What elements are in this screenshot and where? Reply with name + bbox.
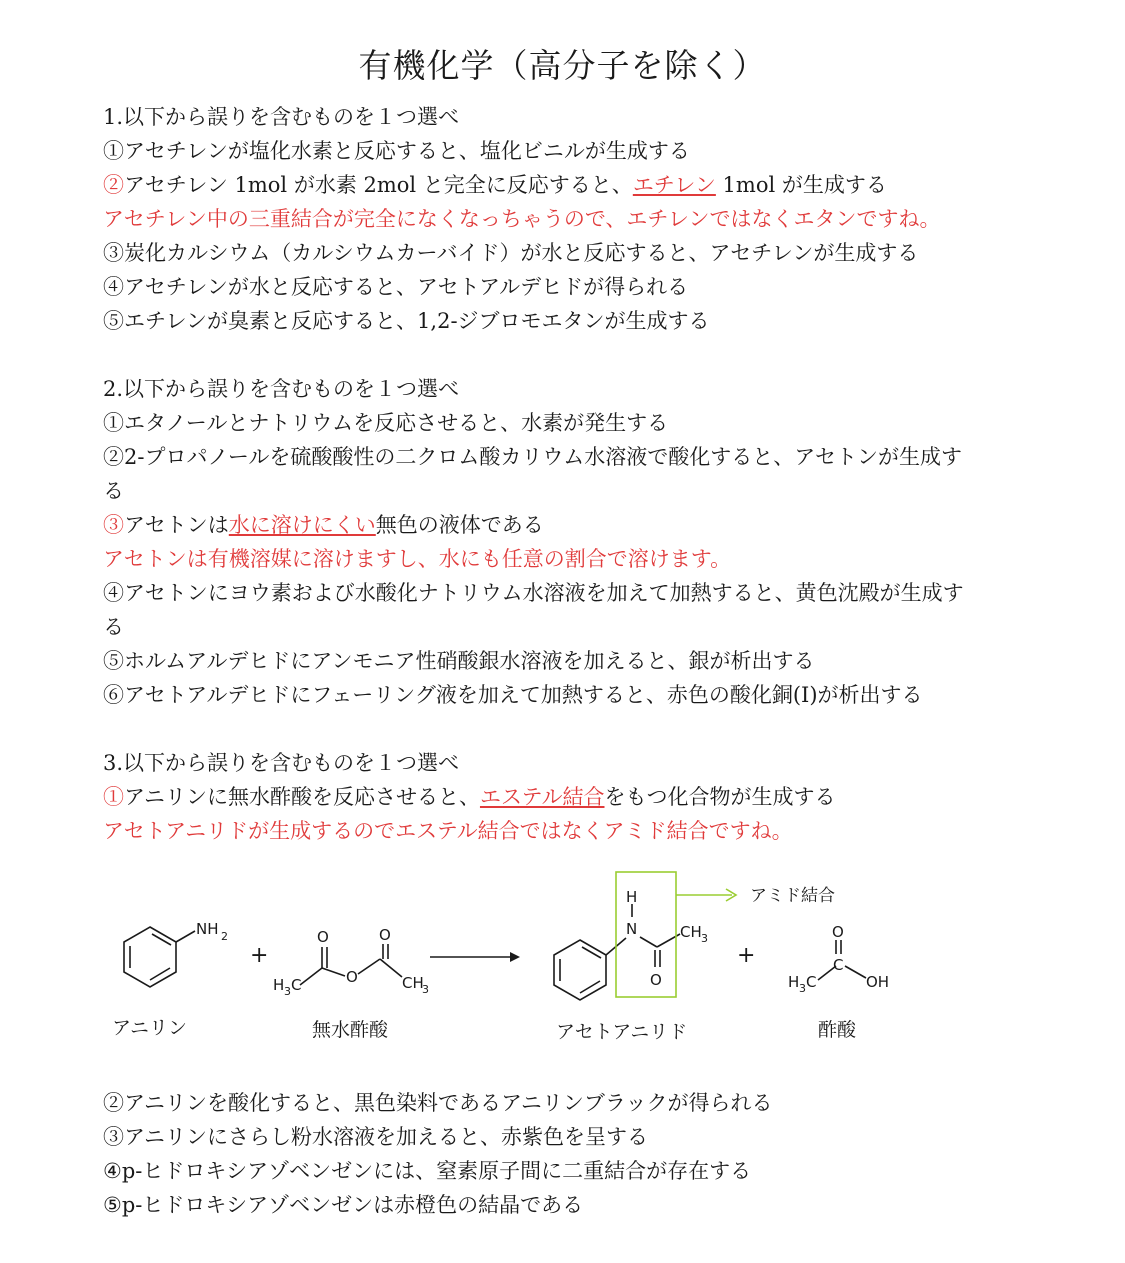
q3-option-1-mark: ① [103, 785, 124, 809]
anhydride-ch3-sub: 3 [422, 983, 429, 996]
aniline-label: アニリン [112, 1017, 188, 1039]
acetic-acid-h3c-sub: 3 [799, 982, 806, 995]
q3-option-1-text-a: アニリンに無水酢酸を反応させると、 [124, 785, 480, 809]
q2-option-3-text-a: アセトンは [124, 513, 229, 537]
page-title: 有機化学（高分子を除く） [358, 46, 767, 85]
anhydride-h3c-sub: 3 [284, 985, 291, 998]
q2-option-4-continued: る [103, 615, 124, 639]
q1-explanation: アセチレン中の三重結合が完全になくなっちゃうので、エチレンではなくエタンですね。 [103, 207, 941, 231]
q2-option-6: ⑥アセトアルデヒドにフェーリング液を加えて加熱すると、赤色の酸化銅(Ⅰ)が析出する [103, 683, 923, 707]
anhydride-h3c-c: C [291, 976, 302, 994]
plus-sign-2: + [737, 943, 756, 968]
q1-option-2 [103, 168, 1063, 202]
anhydride-ch3: CH [402, 974, 424, 992]
plus-sign-1: + [250, 943, 269, 968]
q3-option-4: ④p-ヒドロキシアゾベンゼンには、窒素原子間に二重結合が存在する [103, 1159, 752, 1183]
anhydride-bridge-o: O [346, 968, 358, 986]
q1-option-2-underlined: エチレン [632, 173, 716, 197]
q3-option-1-underlined: エステル結合 [479, 785, 605, 809]
q1-option-4: ④アセチレンが水と反応すると、アセトアルデヒドが得られる [103, 275, 689, 299]
anhydride-o1: O [317, 928, 329, 946]
q2-option-3-text-b: 無色の液体である [375, 513, 544, 537]
acetanilide-ch3: CH [680, 923, 702, 941]
aniline-structure [124, 927, 195, 987]
acetanilide-ch3-sub: 3 [701, 932, 708, 945]
q3-option-1 [103, 780, 1063, 814]
reaction-diagram [100, 862, 900, 1052]
q2-option-2: ②2-プロパノールを硫酸酸性の二クロム酸カリウム水溶液で酸化すると、アセトンが生成す [103, 445, 962, 469]
anhydride-o2: O [379, 926, 391, 944]
q3-option-1-text-b: をもつ化合物が生成する [604, 785, 836, 809]
q1-option-5: ⑤エチレンが臭素と反応すると、1,2-ジブロモエタンが生成する [103, 309, 710, 333]
aniline-nh-text: NH [196, 920, 219, 938]
q2-option-2-continued: る [103, 479, 124, 503]
amide-bond-box [616, 872, 676, 997]
q3-explanation: アセトアニリドが生成するのでエステル結合ではなくアミド結合ですね。 [103, 819, 793, 843]
q2-option-3-underlined: 水に溶けにくい [228, 513, 376, 537]
acetanilide-n: N [626, 920, 638, 938]
amide-bond-label: アミド結合 [750, 886, 835, 906]
aniline-nh-subscript: 2 [221, 930, 228, 943]
q2-option-1: ①エタノールとナトリウムを反応させると、水素が発生する [103, 411, 669, 435]
q1-option-2-text-a: アセチレン 1mol が水素 2mol と完全に反応すると、 [124, 173, 633, 197]
q2-option-3 [103, 508, 1063, 542]
q3-option-5: ⑤p-ヒドロキシアゾベンゼンは赤橙色の結晶である [103, 1193, 584, 1217]
acetic-acid-label: 酢酸 [818, 1019, 857, 1041]
q2-option-3-mark: ③ [103, 513, 124, 537]
q3-heading: 3.以下から誤りを含むものを１つ選べ [103, 751, 460, 775]
q3-option-2: ②アニリンを酸化すると、黒色染料であるアニリンブラックが得られる [103, 1091, 773, 1115]
acetanilide-o: O [650, 971, 662, 989]
anhydride-h3c-h: H [273, 976, 285, 994]
q3-option-3: ③アニリンにさらし粉水溶液を加えると、赤紫色を呈する [103, 1125, 648, 1149]
q1-heading: 1.以下から誤りを含むものを１つ選べ [103, 105, 460, 129]
acetic-acid-h3c-c: C [806, 973, 817, 991]
acetic-acid-oh: OH [866, 973, 890, 991]
q2-explanation: アセトンは有機溶媒に溶けますし、水にも任意の割合で溶けます。 [103, 547, 732, 571]
q1-option-2-mark: ② [103, 173, 124, 197]
q1-option-3: ③炭化カルシウム（カルシウムカーバイド）が水と反応すると、アセチレンが生成する [103, 241, 919, 265]
q1-option-2-text-b: 1mol が生成する [715, 173, 887, 197]
acetic-acid-h3c-h: H [788, 973, 800, 991]
q2-option-5: ⑤ホルムアルデヒドにアンモニア性硝酸銀水溶液を加えると、銀が析出する [103, 649, 815, 673]
q2-option-4: ④アセトンにヨウ素および水酸化ナトリウム水溶液を加えて加熱すると、黄色沈殿が生成す [103, 581, 964, 605]
q2-heading: 2.以下から誤りを含むものを１つ選べ [103, 377, 460, 401]
acetic-acid-c: C [833, 956, 844, 974]
acetanilide-label: アセトアニリド [556, 1021, 688, 1043]
acetic-acid-o: O [832, 923, 844, 941]
q1-option-1: ①アセチレンが塩化水素と反応すると、塩化ビニルが生成する [103, 139, 690, 163]
acetanilide-h: H [626, 888, 638, 906]
acetic-anhydride-label: 無水酢酸 [312, 1019, 389, 1041]
